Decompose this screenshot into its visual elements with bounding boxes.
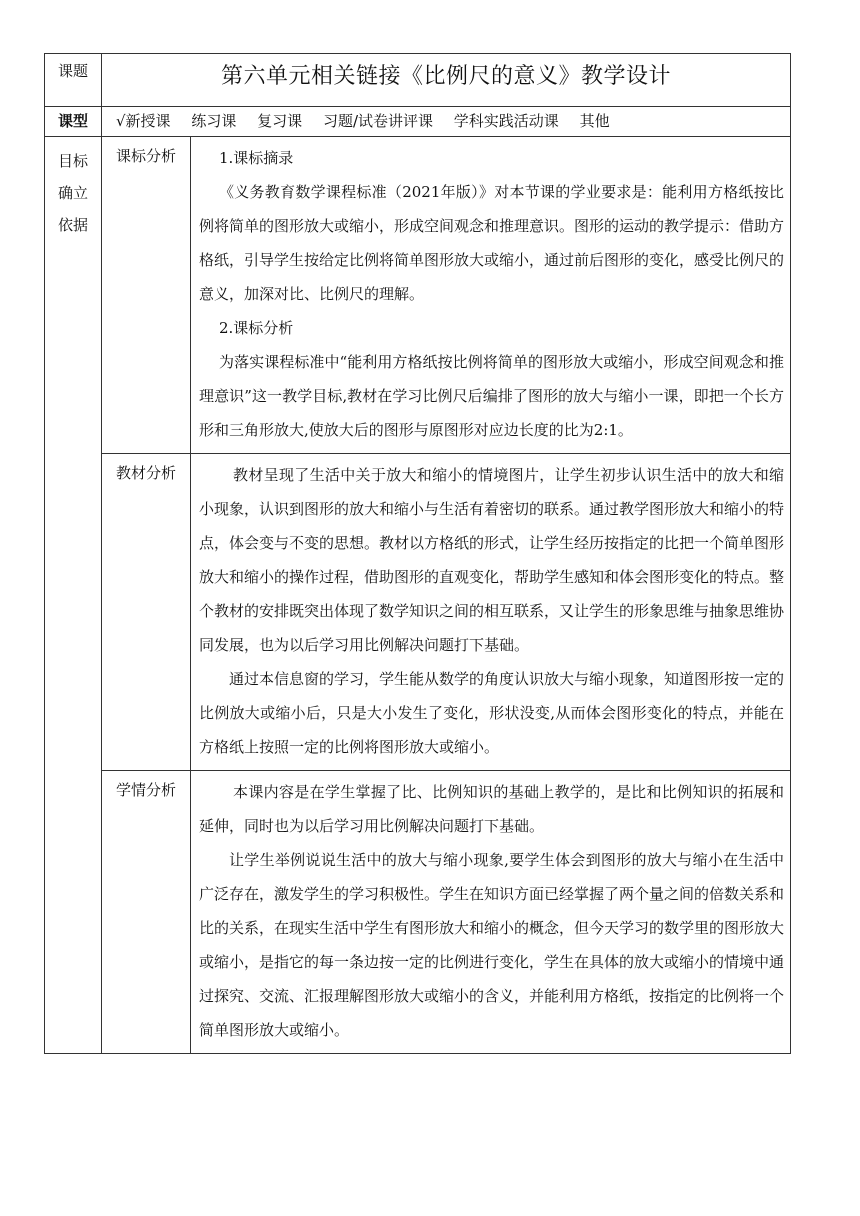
paragraph: 2.课标分析: [219, 319, 294, 337]
learner-analysis-label: 学情分析: [102, 771, 191, 1054]
paragraph: 通过本信息窗的学习，学生能从数学的角度认识放大与缩小现象，知道图形按一定的比例放大或缩小后，只是大小发生了变化，形状没变,从而体会图形变化的特点，并能在方格纸上按照一定的比例将图形放大或缩小。: [199, 670, 785, 756]
basis-label-line: 目标: [57, 152, 88, 170]
type-option: 练习课: [191, 112, 237, 130]
curriculum-row: [45, 137, 791, 454]
textbook-analysis-label: 教材分析: [102, 454, 191, 771]
paragraph: 让学生举例说说生活中的放大与缩小现象,要学生体会到图形的放大与缩小在生活中广泛存在，激发学生的学习积极性。学生在知识方面已经掌握了两个量之间的倍数关系和比的关系，在现实生活中学生有图形放大和缩小的概念，但今天学习的数学里的图形放大或缩小，是指它的每一条边按一定的比例进行变化，学生在具体的放大或缩小的情境中通过探究、交流、汇报理解图形放大或缩小的含义，并能利用方格纸，按指定的比例将一个简单图形放大或缩小。: [199, 851, 785, 1039]
type-option: √新授课: [116, 112, 171, 130]
paragraph: 为落实课程标准中“能利用方格纸按比例将简单的图形放大或缩小，形成空间观念和推理意识”这一教学目标,教材在学习比例尺后编排了图形的放大与缩小一课，即把一个长方形和三角形放大,使放大后的图形与原图形对应边长度的比为2:1。: [199, 353, 785, 439]
curriculum-analysis-content: [191, 137, 791, 454]
basis-label-line: 依据: [57, 216, 88, 234]
type-row: [45, 107, 791, 137]
type-option: 其他: [579, 112, 610, 130]
learner-analysis-content: [191, 771, 791, 1054]
learner-row: [45, 771, 791, 1054]
title-label: 课题: [45, 54, 102, 107]
basis-label-line: 确立: [57, 184, 88, 202]
lesson-type-options: [102, 107, 791, 137]
paragraph: 本课内容是在学生掌握了比、比例知识的基础上教学的，是比和比例知识的拓展和延伸，同时也为以后学习用比例解决问题打下基础。: [199, 783, 785, 835]
textbook-row: [45, 454, 791, 771]
basis-label: [45, 137, 102, 1054]
type-option: 学科实践活动课: [453, 112, 559, 130]
paragraph: 《义务教育数学课程标准（2021年版）》对本节课的学业要求是：能利用方格纸按比例将简单的图形放大或缩小，形成空间观念和推理意识。图形的运动的教学提示：借助方格纸，引导学生按给定比例将简单图形放大或缩小，通过前后图形的变化，感受比例尺的意义，加深对比、比例尺的理解。: [199, 183, 785, 303]
paragraph: 1.课标摘录: [219, 149, 294, 167]
curriculum-analysis-label: 课标分析: [102, 137, 191, 454]
type-label: 课型: [45, 107, 102, 137]
document-title: 第六单元相关链接《比例尺的意义》教学设计: [102, 54, 791, 107]
paragraph: 教材呈现了生活中关于放大和缩小的情境图片，让学生初步认识生活中的放大和缩小现象，认识到图形的放大和缩小与生活有着密切的联系。通过教学图形放大和缩小的特点，体会变与不变的思想。教材以方格纸的形式，让学生经历按指定的比把一个简单图形放大和缩小的操作过程，借助图形的直观变化，帮助学生感知和体会图形变化的特点。整个教材的安排既突出体现了数学知识之间的相互联系，又让学生的形象思维与抽象思维协同发展，也为以后学习用比例解决问题打下基础。: [199, 466, 785, 654]
lesson-plan-table: [44, 53, 791, 1054]
type-option: 习题/试卷讲评课: [322, 112, 433, 130]
title-row: [45, 54, 791, 107]
type-option: 复习课: [257, 112, 303, 130]
textbook-analysis-content: [191, 454, 791, 771]
